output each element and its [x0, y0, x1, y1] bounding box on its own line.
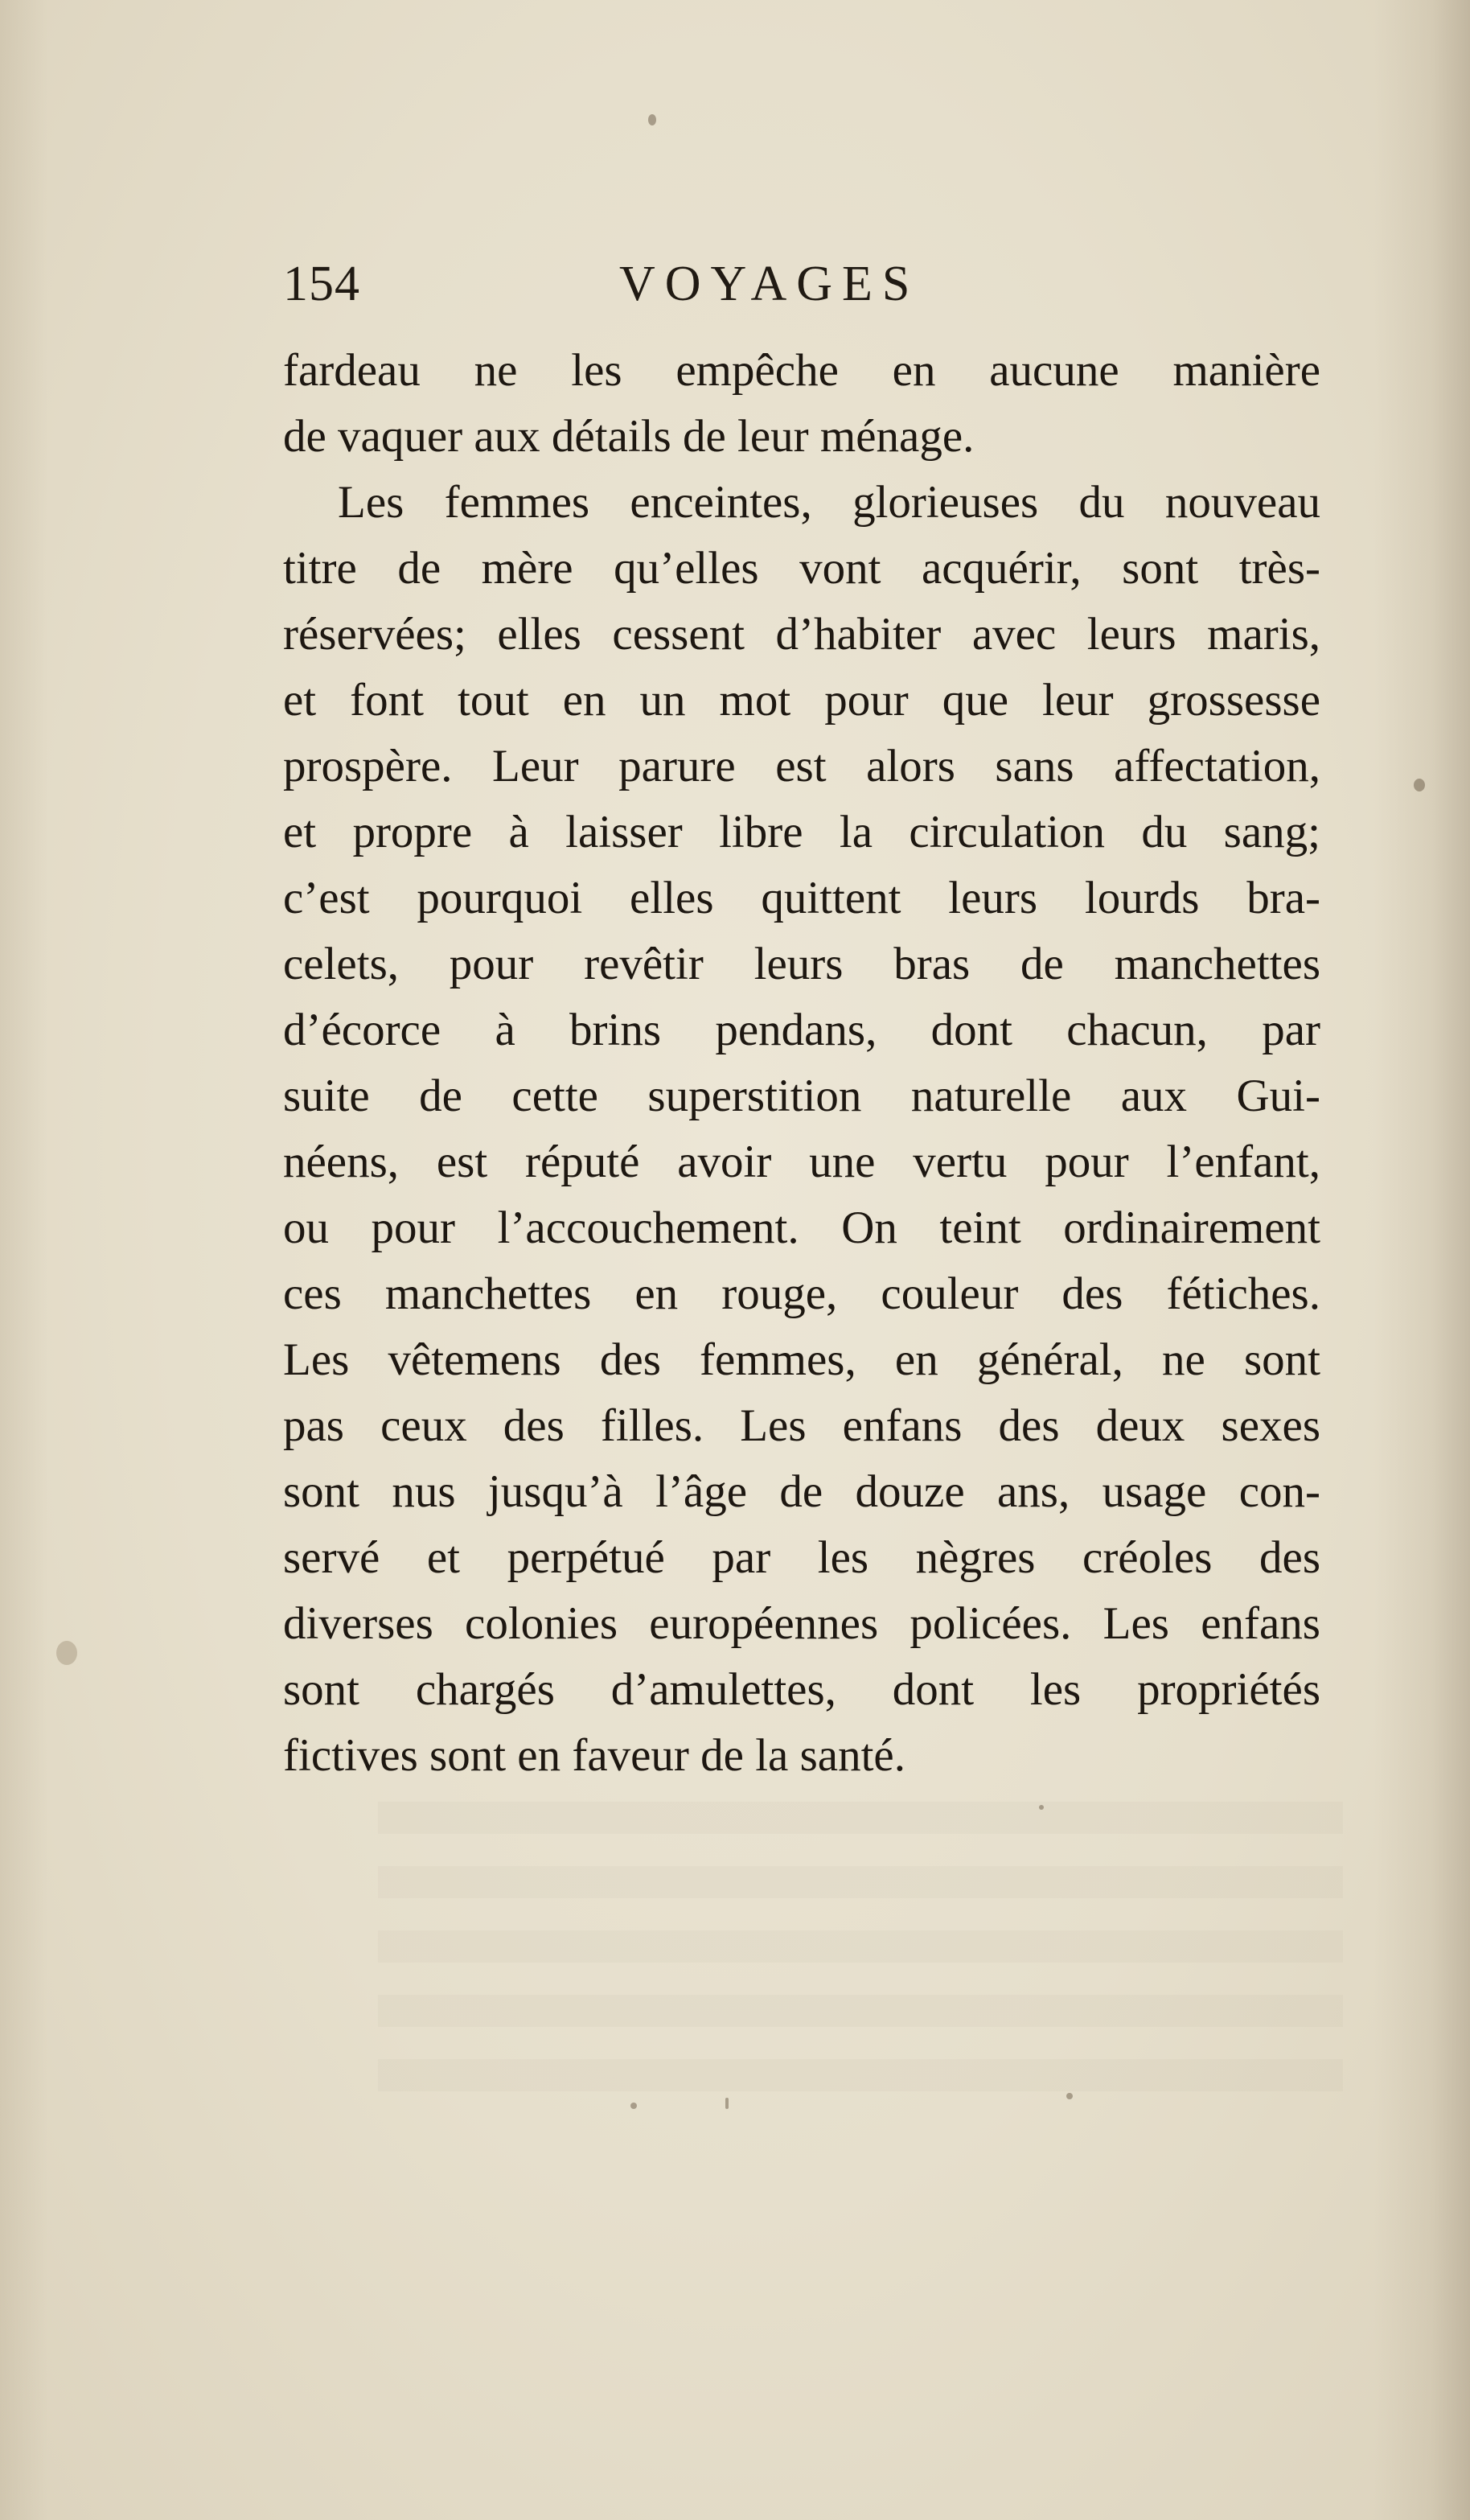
paper-speck — [1039, 1805, 1044, 1810]
running-head: VOYAGES — [619, 257, 920, 311]
text-line: de vaquer aux détails de leur ménage. — [283, 411, 975, 462]
text-line: fardeau ne les empêche en aucune manière — [283, 345, 1320, 396]
text-line: celets, pour revêtir leurs bras de manchettes — [283, 939, 1320, 989]
text-line: fictives sont en faveur de la santé. — [283, 1730, 905, 1781]
paper-speck — [56, 1641, 77, 1665]
text-line: c’est pourquoi elles quittent leurs lourds bra- — [283, 873, 1320, 923]
text-line: prospère. Leur parure est alors sans affectation, — [283, 741, 1320, 791]
text-line: réservées; elles cessent d’habiter avec leurs maris, — [283, 609, 1320, 660]
text-line: pas ceux des filles. Les enfans des deux sexes — [283, 1400, 1320, 1451]
text-line: titre de mère qu’elles vont acquérir, sont très- — [283, 543, 1320, 594]
text-line: et font tout en un mot pour que leur grossesse — [283, 675, 1320, 726]
paper-speck — [648, 114, 656, 125]
text-line: ces manchettes en rouge, couleur des fétiches. — [283, 1268, 1320, 1319]
page-edge-shadow — [1374, 0, 1470, 2520]
text-line: sont chargés d’amulettes, dont les propriétés — [283, 1664, 1320, 1715]
text-line: d’écorce à brins pendans, dont chacun, par — [283, 1005, 1320, 1055]
show-through-text — [378, 1802, 1343, 2091]
text-line: ou pour l’accouchement. On teint ordinairement — [283, 1202, 1320, 1253]
paper-speck — [1414, 779, 1425, 791]
text-line: suite de cette superstition naturelle aux Gui- — [283, 1071, 1320, 1121]
paper-speck — [725, 2098, 729, 2109]
text-line: et propre à laisser libre la circulation du sang; — [283, 807, 1320, 857]
paper-speck — [630, 2103, 637, 2109]
text-line: néens, est réputé avoir une vertu pour l’enfant, — [283, 1137, 1320, 1187]
paper-speck — [1066, 2093, 1073, 2099]
gutter-shadow — [0, 0, 48, 2520]
page-number: 154 — [283, 257, 360, 311]
body-text — [283, 338, 1320, 1789]
text-line: Les vêtemens des femmes, en général, ne sont — [283, 1334, 1320, 1385]
text-line: servé et perpétué par les nègres créoles des — [283, 1532, 1320, 1583]
text-line: Les femmes enceintes, glorieuses du nouveau — [338, 477, 1320, 528]
text-line: sont nus jusqu’à l’âge de douze ans, usage con- — [283, 1466, 1320, 1517]
text-line: diverses colonies européennes policées. Les enfans — [283, 1598, 1320, 1649]
page-header — [283, 256, 1320, 328]
